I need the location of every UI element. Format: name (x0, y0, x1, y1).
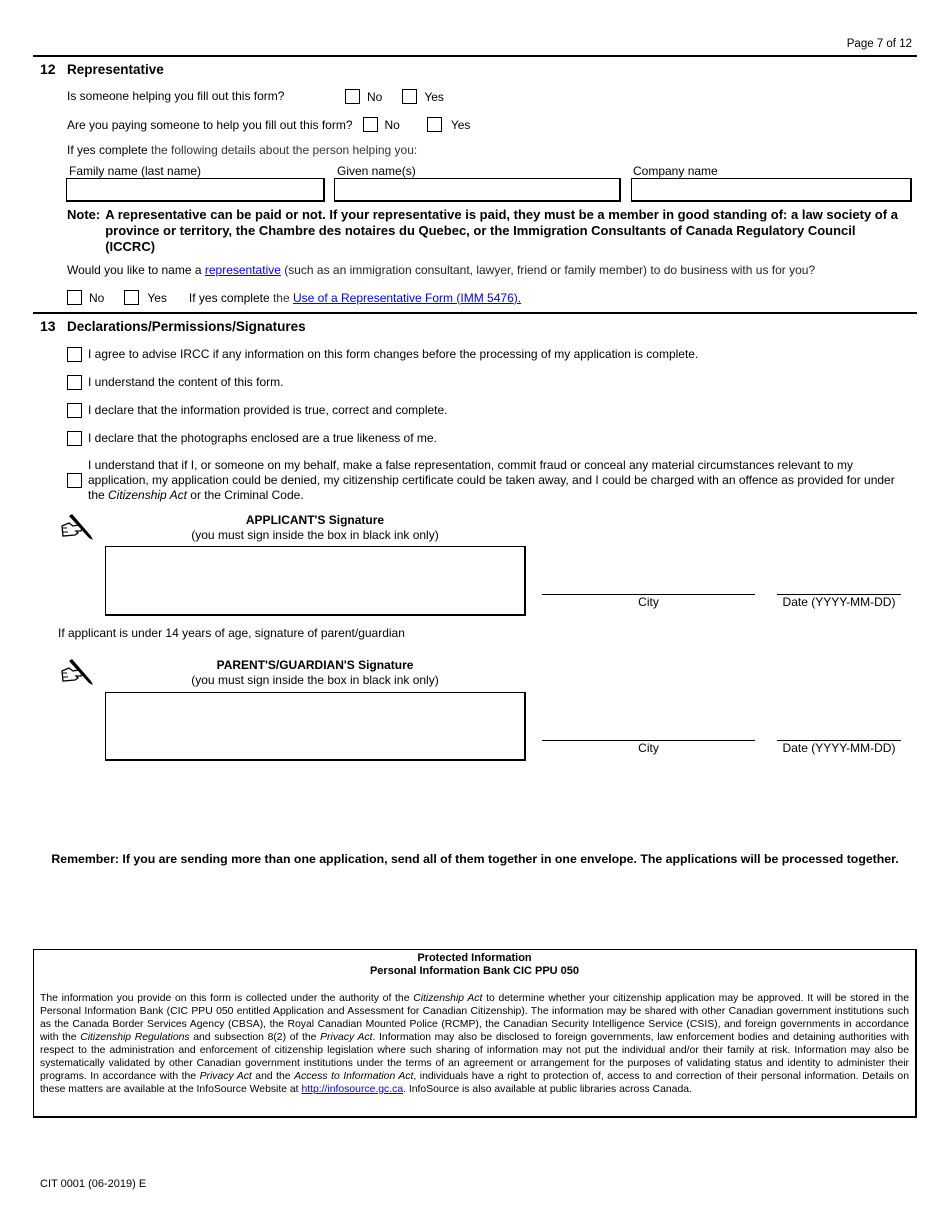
pi-p3: and subsection 8(2) of the (189, 1032, 321, 1043)
imm5476-link[interactable]: Use of a Representative Form (IMM 5476). (292, 290, 522, 305)
section-12-title: Representative (67, 62, 164, 77)
declaration-2-text: I understand the content of this form. (88, 375, 284, 389)
pi-p5: and the (251, 1071, 295, 1082)
family-name-label: Family name (last name) (69, 164, 324, 179)
q-someone-helping (67, 89, 284, 103)
declaration-5-italic: Citizenship Act (108, 488, 187, 502)
instruction-bold: If yes complete (67, 143, 148, 157)
pi-i5: Access to Information Act (294, 1071, 414, 1082)
declaration-4 (67, 431, 912, 446)
q-someone-helping-label: Is someone helping you fill out this form? (67, 89, 285, 103)
applicant-signature-box[interactable] (105, 546, 526, 616)
q3-no-label: No (89, 290, 105, 305)
pi-p1: The information you provide on this form is collected under the authority of the (40, 993, 414, 1004)
given-name-input[interactable] (334, 178, 621, 202)
section-13-title: Declarations/Permissions/Signatures (67, 319, 306, 334)
pi-i3: Privacy Act (320, 1032, 373, 1043)
q1-no-checkbox[interactable] (345, 89, 360, 104)
declaration-3-checkbox[interactable] (67, 403, 82, 418)
applicant-date-label: Date (YYYY-MM-DD) (782, 595, 896, 609)
family-name-input[interactable] (66, 178, 325, 202)
declaration-5-text (88, 458, 912, 503)
protected-info-body (40, 992, 909, 1096)
q2-yes-checkbox[interactable] (427, 117, 442, 132)
declaration-1-text: I agree to advise IRCC if any information on this form changes before the processing of my application is complete. (88, 347, 699, 361)
q2-yes-label: Yes (450, 117, 471, 132)
hand-writing-pen-icon (59, 512, 97, 542)
divider-section-13 (33, 312, 917, 314)
parent-signature-subtitle: (you must sign inside the box in black ink only) (191, 673, 439, 687)
given-name-label: Given name(s) (337, 164, 620, 179)
note-prefix: Note: (67, 207, 101, 222)
q1-no-label: No (367, 89, 383, 104)
parent-signature-note: If applicant is under 14 years of age, signature of parent/guardian (58, 626, 405, 640)
instruction-rest: the following details about the person helping you: (147, 143, 418, 157)
declaration-5-part-b: or the Criminal Code. (186, 488, 304, 502)
declaration-4-checkbox[interactable] (67, 431, 82, 446)
pi-i4: Privacy Act (199, 1071, 252, 1082)
reminder-text: Remember: If you are sending more than one application, send all of them together in one envelope. The applications will be processed together. (51, 852, 899, 866)
q-paying-someone (67, 117, 470, 132)
company-name-label: Company name (633, 164, 911, 179)
declaration-3-text: I declare that the information provided is true, correct and complete. (88, 403, 448, 417)
section-13-number: 13 (40, 318, 56, 334)
applicant-signature-title: APPLICANT'S Signature (245, 513, 385, 527)
parent-signature-box[interactable] (105, 692, 526, 761)
parent-signature-heading (145, 658, 485, 688)
q2-no-checkbox[interactable] (363, 117, 378, 132)
infosource-link[interactable]: http://infosource.gc.ca (301, 1084, 404, 1095)
q1-options (345, 89, 444, 104)
protected-information-box (33, 949, 917, 1118)
section-12-number: 12 (40, 61, 56, 77)
parent-signature-title: PARENT'S/GUARDIAN'S Signature (216, 658, 414, 672)
declaration-1 (67, 347, 912, 362)
q3-after: (such as an immigration consultant, lawyer, friend or family member) to do business with us for you? (280, 263, 816, 277)
parent-date-label: Date (YYYY-MM-DD) (782, 741, 896, 755)
declaration-3 (67, 403, 912, 418)
declaration-2-checkbox[interactable] (67, 375, 82, 390)
q3-no-checkbox[interactable] (67, 290, 82, 305)
q1-yes-checkbox[interactable] (402, 89, 417, 104)
q-name-representative (67, 263, 815, 277)
pi-i1: Citizenship Act (413, 993, 483, 1004)
hand-writing-pen-icon (59, 657, 97, 687)
form-code: CIT 0001 (06-2019) E (40, 1178, 147, 1190)
page-indicator: Page 7 of 12 (846, 38, 912, 50)
personal-info-bank-title: Personal Information Bank CIC PPU 050 (369, 965, 580, 977)
applicant-signature-heading (145, 513, 485, 543)
q3-followup-rest: the (269, 290, 293, 305)
company-name-input[interactable] (631, 178, 912, 202)
parent-city-label: City (638, 741, 659, 755)
q-paying-someone-label: Are you paying someone to help you fill out this form? (67, 117, 353, 132)
q3-yes-checkbox[interactable] (124, 290, 139, 305)
pi-p7: . InfoSource is also available at public libraries across Canada. (403, 1084, 692, 1095)
pi-p6: , individuals have a right to protection of, access to and correction of their personal information. Details on these matters are available at the InfoSource Website at (40, 1071, 909, 1095)
declaration-2 (67, 375, 912, 390)
declaration-4-text: I declare that the photographs enclosed are a true likeness of me. (88, 431, 437, 445)
applicant-signature-subtitle: (you must sign inside the box in black ink only) (191, 528, 439, 542)
pi-p4: . Information may also be disclosed to foreign governments, law enforcement bodies and detaining authorities with respect to the administration and enforcement of citizenship legislation where such sharing of information may not put the individual and/or their family at risk. Information may also be systematically validated by other Canadian government institutions under the terms of an agreement or arrangement for the purposes of validating status and identity to administer their programs. In accordance with the (40, 1032, 910, 1082)
declaration-5-checkbox[interactable] (67, 473, 82, 488)
q2-no-label: No (384, 117, 400, 132)
pi-p2: to determine whether your citizenship application may be approved. It will be stored in the Personal Information Bank (CIC PPU 050 entitled Application and Assessment for Canadian Citizenship). The information may be shared with other Canadian government institutions such as the Canada Border Services Agency (CBSA), the Royal Canadian Mounted Police (RCMP), the Canadian Security Intelligence Service (CSIS), and foreign governments in accordance with the (40, 993, 909, 1043)
applicant-city-label: City (638, 595, 659, 609)
note-text: A representative can be paid or not. If your representative is paid, they must be a member in good standing of: a law society of a province or territory, the Chambre des notaires du Quebec, or the Immigration Consultants of Canada Regulatory Council (ICCRC) (105, 207, 898, 254)
q3-before: Would you like to name a (67, 263, 205, 277)
declaration-5-part-a: I understand that if I, or someone on my behalf, make a false representation, commit fraud or conceal any material circumstances relevant to my application, my application could be denied, my citizenship certificate could be taken away, and I could be charged with an offence as provided for under the (88, 458, 895, 502)
q3-yes-label: Yes (147, 290, 167, 305)
pi-i2: Citizenship Regulations (80, 1032, 190, 1043)
q3-options (67, 290, 521, 305)
declaration-1-checkbox[interactable] (67, 347, 82, 362)
details-instruction (67, 143, 417, 157)
representative-link[interactable]: representative (204, 263, 281, 277)
q3-followup-bold: If yes complete (188, 290, 270, 305)
q1-yes-label: Yes (424, 89, 444, 104)
protected-info-title: Protected Information (417, 952, 532, 964)
divider-top (33, 55, 917, 57)
representative-note (67, 207, 907, 255)
declaration-5 (67, 458, 912, 503)
